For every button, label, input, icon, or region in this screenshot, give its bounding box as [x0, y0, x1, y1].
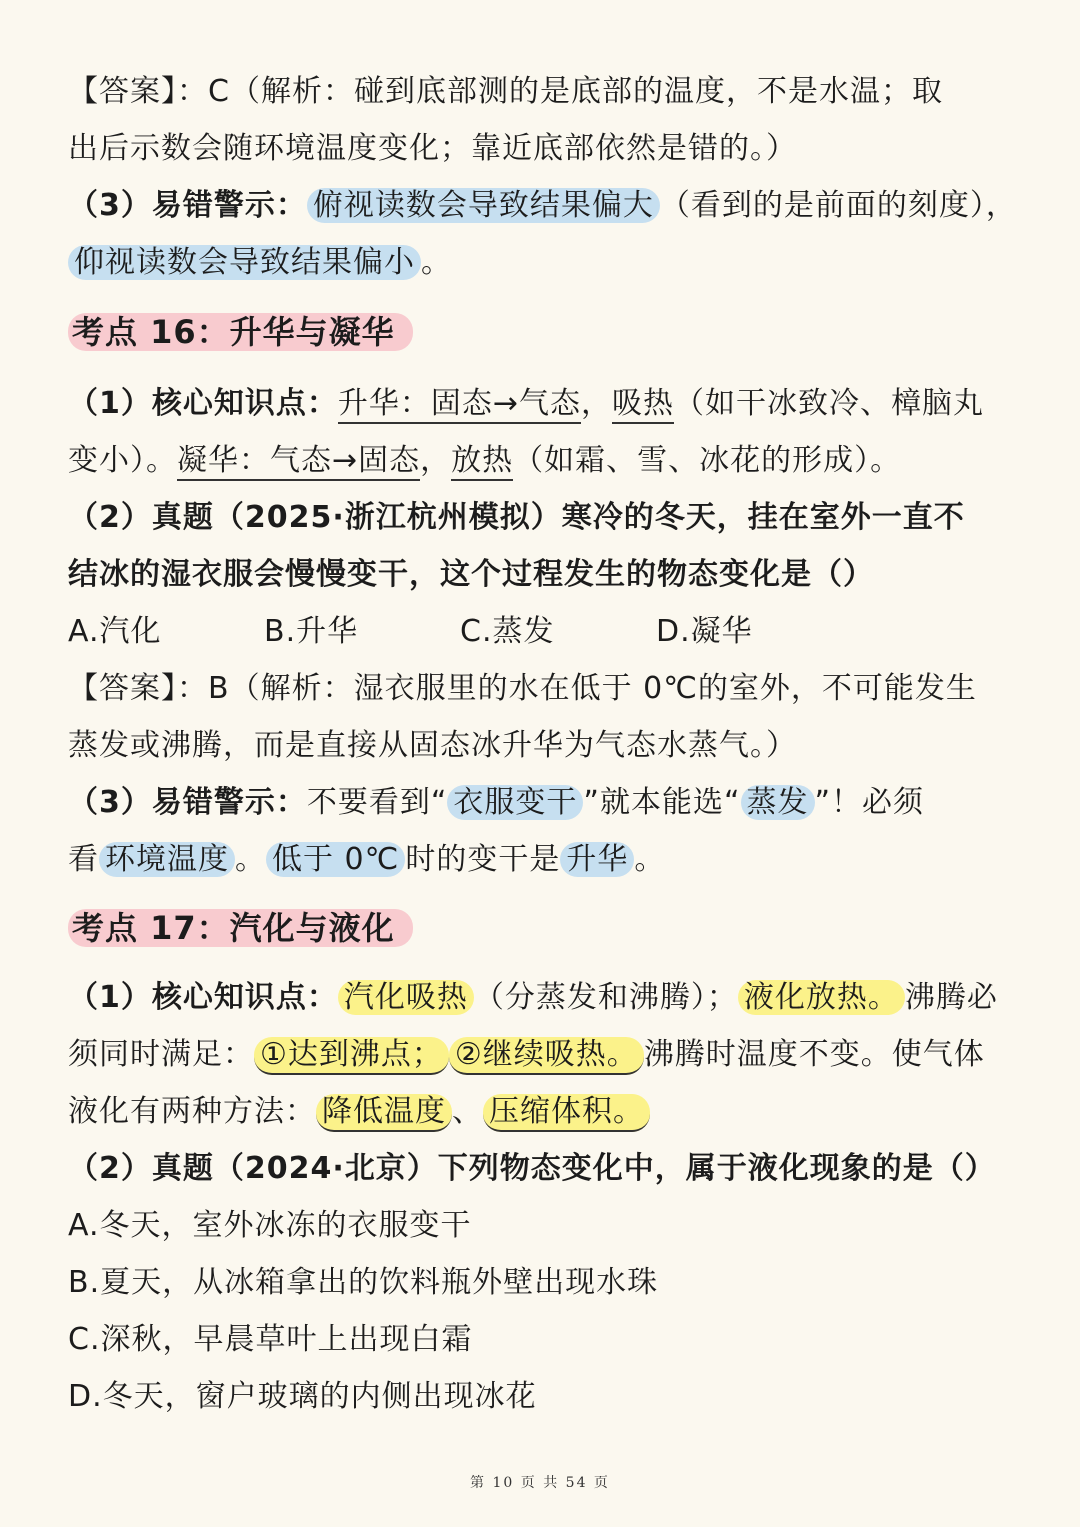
- highlight: 汽化吸热: [338, 980, 474, 1015]
- core-label: （1）核心知识点：: [68, 980, 338, 1015]
- highlight: 压缩体积。: [483, 1094, 650, 1132]
- warning-line: （3）易错警示： 俯视读数会导致结果偏大 （看到的是前面的刻度），: [68, 188, 1017, 223]
- highlight: ①达到沸点；: [254, 1037, 449, 1075]
- section-heading: 考点 17：汽化与液化: [68, 900, 1020, 956]
- highlight: 衣服变干: [447, 785, 583, 820]
- core-knowledge-line: 须同时满足： ①达到沸点； ②继续吸热。 沸腾时温度不变。使气体: [68, 1027, 1020, 1083]
- highlight: 环境温度: [99, 842, 235, 877]
- highlight: ②继续吸热。: [449, 1037, 644, 1075]
- core-knowledge-line: （1）核心知识点：升华：固态→气态，吸热（如干冰致冷、樟脑丸: [68, 376, 1020, 432]
- highlight: 仰视读数会导致结果偏小: [68, 245, 421, 280]
- warning-label: （3）易错警示：: [68, 785, 307, 820]
- warning-line: 看 环境温度 。 低于 0℃ 时的变干是 升华 。: [68, 842, 666, 877]
- option-c: C.深秋，早晨草叶上出现白霜: [68, 1322, 473, 1357]
- option-b: B.升华: [264, 614, 359, 649]
- highlight: 升华: [560, 842, 634, 877]
- core-label: （1）核心知识点：: [68, 386, 338, 421]
- answer-label: 【答案】: [68, 671, 177, 706]
- highlight: 蒸发: [741, 785, 815, 820]
- question-line: 结冰的湿衣服会慢慢变干，这个过程发生的物态变化是（）: [68, 557, 874, 592]
- warning-label: （3）易错警示：: [68, 188, 307, 223]
- page-number: 第 10 页 共 54 页: [470, 1475, 610, 1491]
- core-knowledge-line: 液化有两种方法： 降低温度 、 压缩体积。: [68, 1084, 1020, 1140]
- answer-line: 出后示数会随环境温度变化；靠近底部依然是错的。）: [68, 131, 797, 166]
- question-line: （2）真题（2025·浙江杭州模拟）寒冷的冬天，挂在室外一直不: [68, 500, 965, 535]
- answer-line: 【答案】：C（解析：碰到底部测的是底部的温度，不是水温；取: [68, 74, 943, 109]
- core-knowledge-line: 变小）。凝华：气态→固态，放热（如霜、雪、冰花的形成）。: [68, 433, 1020, 489]
- option-a: A.汽化: [68, 614, 162, 649]
- option-d: D.凝华: [656, 614, 753, 649]
- highlight: 低于 0℃: [266, 842, 405, 877]
- answer-label: 【答案】: [68, 74, 177, 109]
- warning-line: （3）易错警示：不要看到“ 衣服变干 ”就本能选“ 蒸发 ”！必须: [68, 785, 925, 820]
- section-heading: 考点 16：升华与凝华: [68, 304, 1020, 360]
- answer-line: 【答案】：B（解析：湿衣服里的水在低于 0℃的室外，不可能发生: [68, 671, 977, 706]
- question-line: （2）真题（2024·北京）下列物态变化中，属于液化现象的是（）: [68, 1151, 996, 1186]
- warning-line: 仰视读数会导致结果偏小 。: [68, 235, 1020, 291]
- options-row: [68, 604, 1020, 660]
- option-a: A.冬天，室外冰冻的衣服变干: [68, 1208, 472, 1243]
- highlight: 降低温度: [316, 1094, 452, 1132]
- option-b: B.夏天，从冰箱拿出的饮料瓶外壁出现水珠: [68, 1265, 659, 1300]
- core-knowledge-line: （1）核心知识点： 汽化吸热 （分蒸发和沸腾）； 液化放热。 沸腾必: [68, 980, 998, 1015]
- option-d: D.冬天，窗户玻璃的内侧出现冰花: [68, 1379, 537, 1414]
- answer-line: 蒸发或沸腾，而是直接从固态冰升华为气态水蒸气。）: [68, 728, 797, 763]
- option-c: C.蒸发: [460, 614, 555, 649]
- highlight: 俯视读数会导致结果偏大: [307, 188, 660, 223]
- highlight: 液化放热。: [738, 980, 905, 1015]
